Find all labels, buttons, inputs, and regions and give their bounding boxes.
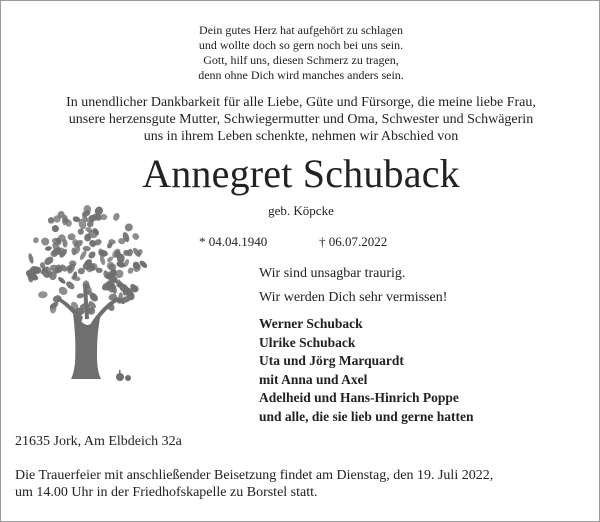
address: 21635 Jork, Am Elbdeich 32a	[15, 434, 182, 449]
mourner-name: Uta und Jörg Marquardt	[259, 353, 404, 369]
mourner-name: Werner Schuback	[259, 316, 363, 331]
birth-name: geb. Köpcke	[268, 203, 334, 218]
tree-leaf	[40, 236, 51, 247]
mourners-list	[259, 315, 474, 427]
death-date: † 06.07.2022	[319, 234, 388, 249]
tree-leaf	[112, 212, 121, 222]
tree-leaf	[57, 285, 69, 297]
tree-leaf	[57, 276, 67, 285]
deceased-name: Annegret Schuback	[142, 151, 460, 196]
tree-leaf	[76, 292, 85, 299]
poem-line: denn ohne Dich wird manches anders sein.	[198, 68, 404, 82]
intro-text	[15, 94, 587, 145]
tree-leaf	[87, 250, 97, 260]
message-line-2: Wir werden Dich sehr vermissen!	[259, 290, 448, 305]
mourner-name: Ulrike Schuback	[259, 334, 356, 350]
intro-line: unsere herzensgute Mutter, Schwiegermutter und Oma, Schwester und Schwägerin	[68, 112, 534, 127]
tree-leaf	[83, 246, 91, 251]
message-line-1: Wir sind unsagbar traurig.	[259, 266, 406, 281]
poem	[1, 23, 600, 83]
intro-line: In unendlicher Dankbarkeit für alle Liebe, Güte und Fürsorge, die meine liebe Frau,	[66, 95, 536, 110]
mourner-name: Adelheid und Hans-Hinrich Poppe	[259, 390, 459, 406]
funeral-line: Die Trauerfeier mit anschließender Beisetzung findet am Dienstag, den 19. Juli 2022,	[15, 468, 494, 483]
poem-line: Gott, hilf uns, diesen Schmerz zu tragen,	[203, 53, 399, 67]
tree-leaf	[38, 291, 48, 299]
sad-message	[259, 262, 447, 310]
tree-leaf	[123, 222, 134, 233]
poem-line: Dein gutes Herz hat aufgehört zu schlagen	[199, 23, 403, 37]
funeral-line: um 14.00 Uhr in der Friedhofskapelle zu Borstel statt.	[15, 485, 318, 500]
tree-leaf	[131, 232, 140, 241]
tree-leaf	[27, 253, 34, 265]
intro-line: uns in ihrem Leben schenkte, nehmen wir Abschied von	[143, 129, 459, 144]
funeral-info	[15, 467, 590, 501]
birth-date: * 04.04.1940	[199, 234, 268, 249]
tree-leaf	[50, 224, 60, 234]
tree-leaf	[79, 250, 88, 261]
tree-leaf	[32, 236, 39, 244]
mourner-name: und alle, die sie lieb und gerne hatten	[259, 408, 474, 424]
mourner-name: mit Anna und Axel	[259, 371, 368, 387]
poem-line: und wollte doch so gern noch bei uns sein.	[198, 38, 404, 52]
tree-leaf	[45, 246, 53, 252]
apple-tree-icon	[21, 205, 151, 391]
